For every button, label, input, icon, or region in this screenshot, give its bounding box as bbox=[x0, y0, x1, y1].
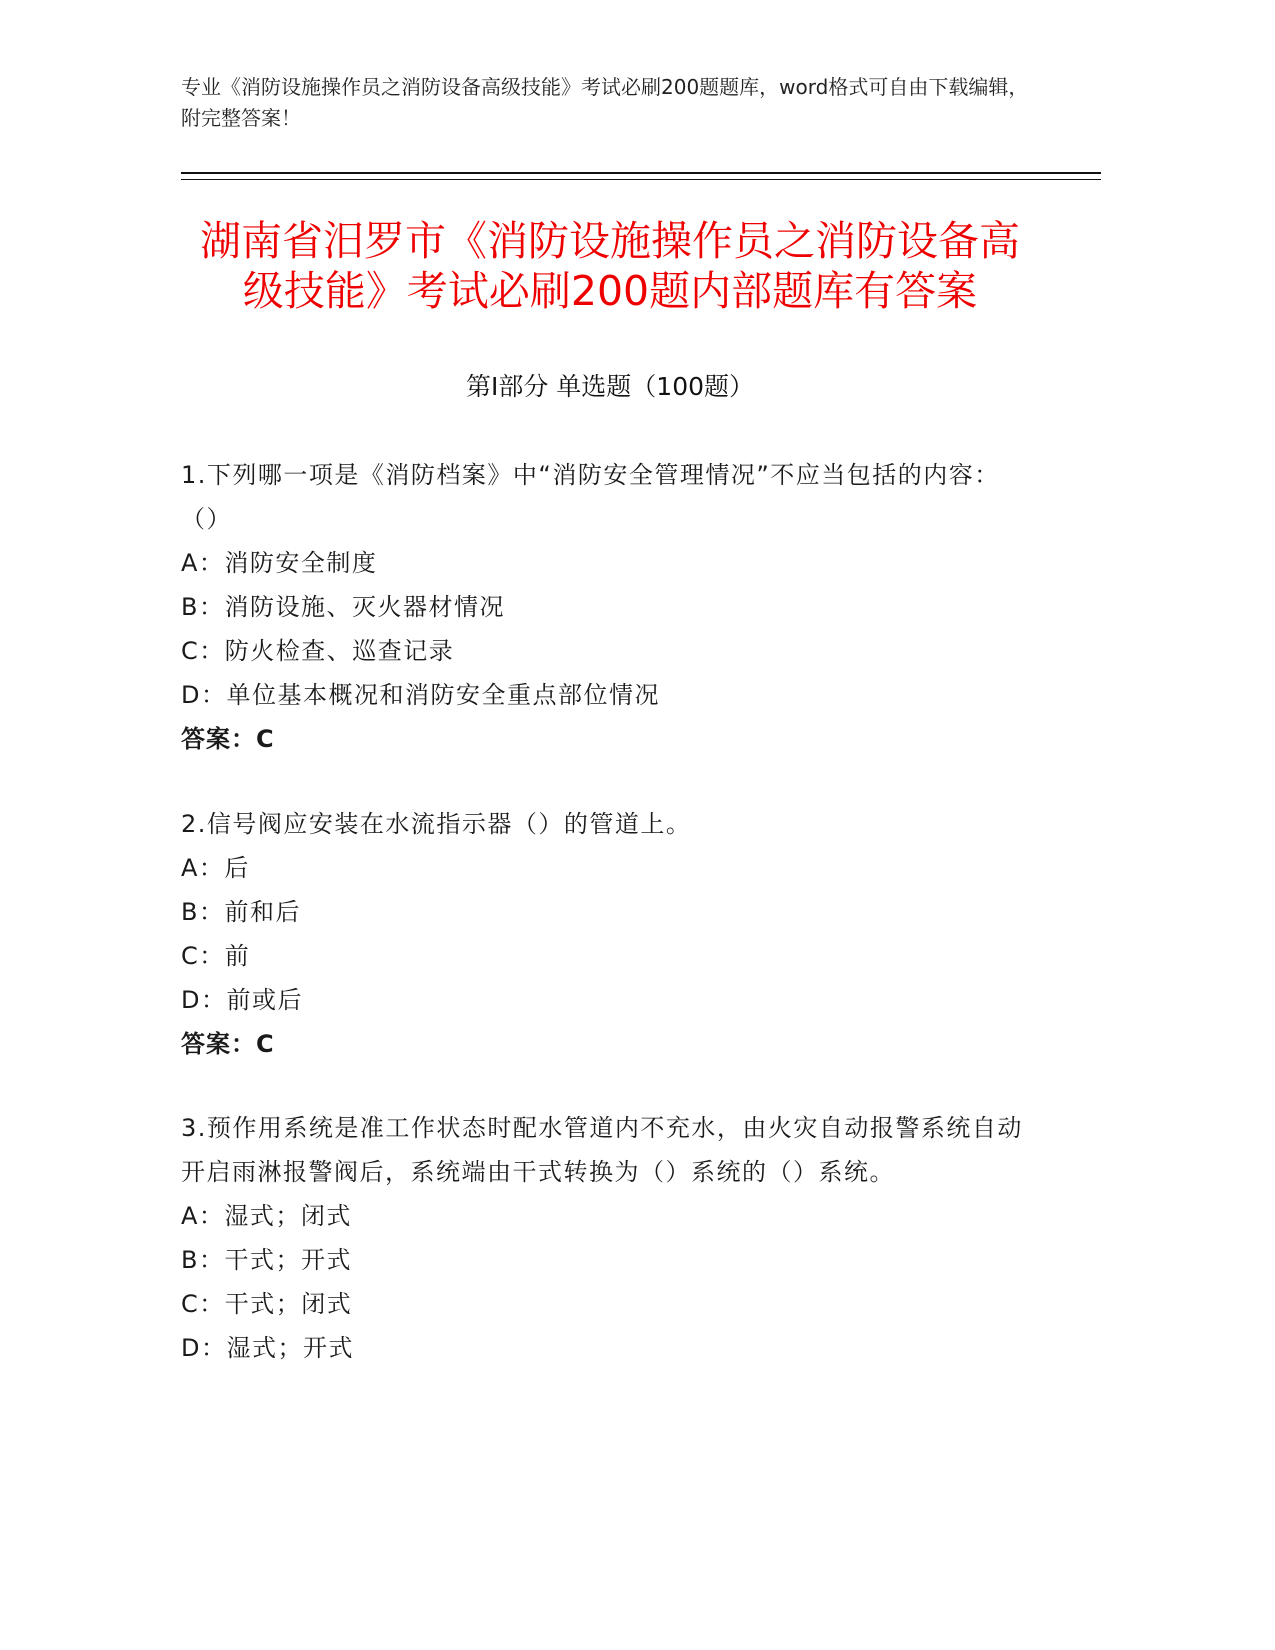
option-d: D：湿式；开式 bbox=[181, 1334, 354, 1362]
question-2 bbox=[181, 802, 1026, 1066]
question-stem: 1.下列哪一项是《消防档案》中“消防安全管理情况”不应当包括的内容：（） bbox=[181, 461, 1000, 533]
header-divider-thick bbox=[181, 172, 1101, 174]
option-d: D：前或后 bbox=[181, 986, 303, 1014]
answer: 答案：C bbox=[181, 1030, 275, 1058]
option-b: B：消防设施、灭火器材情况 bbox=[181, 593, 505, 621]
question-1 bbox=[181, 453, 1026, 761]
option-c: C：干式；闭式 bbox=[181, 1290, 353, 1318]
option-b: B：干式；开式 bbox=[181, 1246, 352, 1274]
document-title bbox=[0, 216, 1220, 316]
option-b: B：前和后 bbox=[181, 898, 301, 926]
document-title-text: 湖南省汨罗市《消防设施操作员之消防设备高级技能》考试必刷200题内部题库有答案 bbox=[200, 217, 1020, 315]
option-c: C：前 bbox=[181, 942, 251, 970]
header-note: 专业《消防设施操作员之消防设备高级技能》考试必刷200题题库，word格式可自由下载编辑，附完整答案！ bbox=[181, 75, 1029, 130]
option-a: A：后 bbox=[181, 854, 250, 882]
answer: 答案：C bbox=[181, 725, 275, 753]
option-c: C：防火检查、巡查记录 bbox=[181, 637, 455, 665]
option-a: A：湿式；闭式 bbox=[181, 1202, 352, 1230]
header-divider-thin bbox=[181, 179, 1101, 180]
question-3 bbox=[181, 1106, 1026, 1370]
question-stem: 3.预作用系统是准工作状态时配水管道内不充水，由火灾自动报警系统自动开启雨淋报警阀后，系统端由干式转换为（）系统的（）系统。 bbox=[181, 1114, 1023, 1186]
question-stem: 2.信号阀应安装在水流指示器（）的管道上。 bbox=[181, 810, 692, 838]
section-heading: 第Ⅰ部分 单选题（100题） bbox=[465, 372, 755, 401]
option-a: A：消防安全制度 bbox=[181, 549, 378, 577]
option-d: D：单位基本概况和消防安全重点部位情况 bbox=[181, 681, 660, 709]
